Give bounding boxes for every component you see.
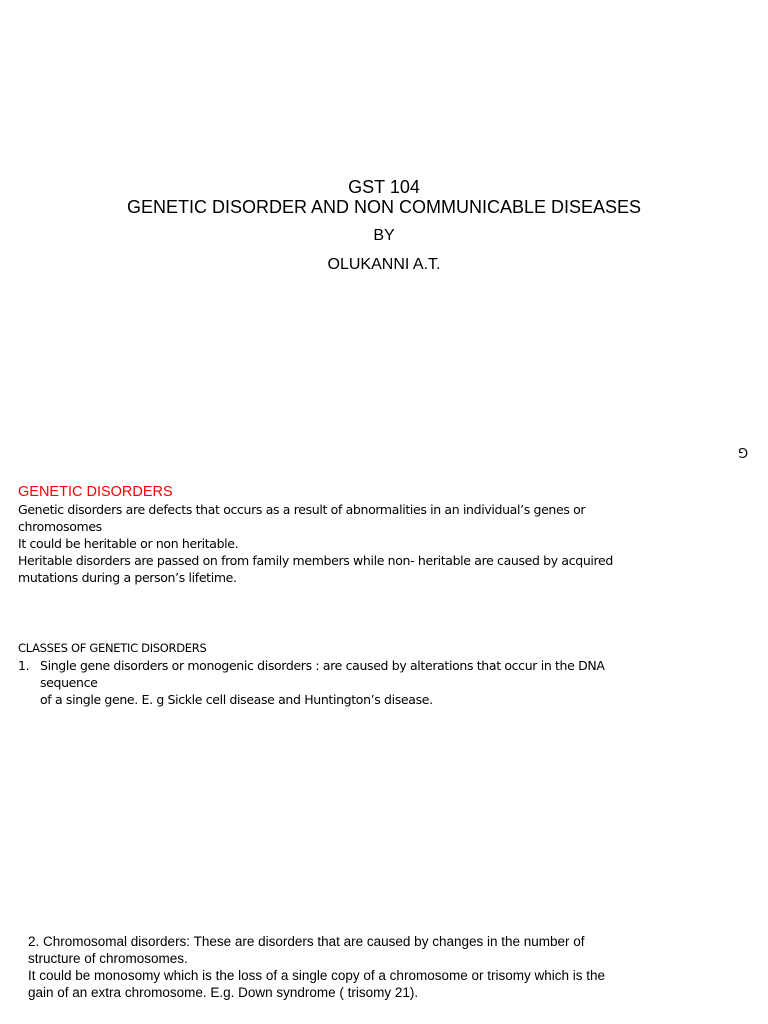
section-heading-classes: CLASSES OF GENETIC DISORDERS [18, 641, 207, 655]
paragraph-line: Heritable disorders are passed on from family members while non- heritable are caused by acquired [18, 553, 613, 568]
chromosomal-disorders-paragraph [28, 933, 658, 1001]
list-item-number: 1. [18, 658, 30, 673]
paragraph-line: Genetic disorders are defects that occurs as a result of abnormalities in an individual’s genes or [18, 502, 586, 517]
paragraph-line: structure of chromosomes. [28, 951, 188, 966]
list-item-line: of a single gene. E. g Sickle cell disease and Huntington’s disease. [40, 692, 433, 707]
author-name: OLUKANNI A.T. [327, 256, 441, 273]
title-block [0, 177, 768, 217]
page-mark: G [738, 444, 749, 459]
paragraph-line: gain of an extra chromosome. E.g. Down syndrome ( trisomy 21). [28, 985, 419, 1000]
paragraph-line: It could be monosomy which is the loss of a single copy of a chromosome or trisomy which is the [28, 968, 605, 983]
paragraph-line: 2. Chromosomal disorders: These are disorders that are caused by changes in the number of [28, 934, 585, 949]
section-heading-genetic-disorders: GENETIC DISORDERS [18, 484, 173, 500]
paragraph-line: chromosomes [18, 519, 102, 534]
list-item-text [40, 657, 660, 708]
paragraph-line: mutations during a person’s lifetime. [18, 570, 237, 585]
genetic-disorders-paragraph [18, 501, 658, 586]
by-line: BY [373, 227, 395, 244]
course-title: GENETIC DISORDER AND NON COMMUNICABLE DISEASES [126, 197, 642, 217]
list-item-line: Single gene disorders or monogenic disorders : are caused by alterations that occur in the DNA sequence [40, 658, 605, 690]
paragraph-line: It could be heritable or non heritable. [18, 536, 239, 551]
course-code: GST 104 [348, 177, 420, 197]
